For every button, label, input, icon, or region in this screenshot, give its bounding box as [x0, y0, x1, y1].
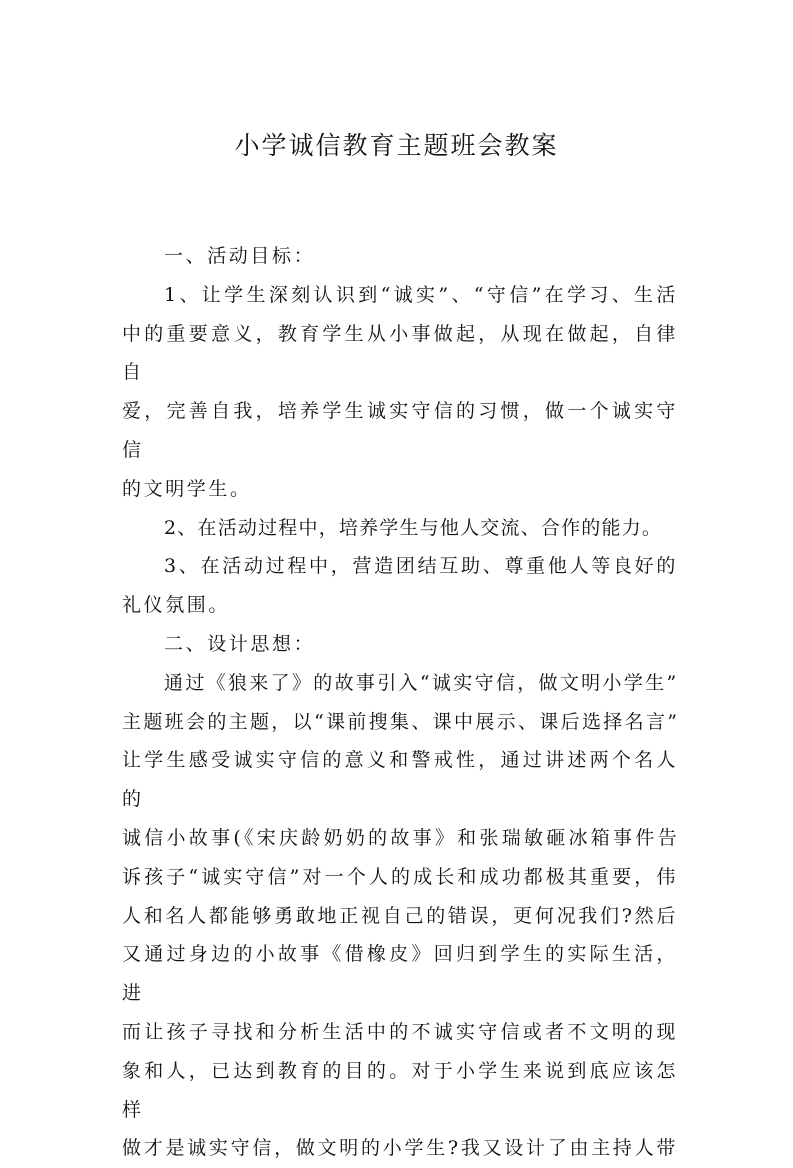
text-line: 让学生感受诚实守信的意义和警戒性，通过讲述两个名人的 — [122, 749, 678, 811]
document-title: 小学诚信教育主题班会教案 — [234, 131, 559, 160]
text-line: 主题班会的主题，以“课前搜集、课中展示、课后选择名言” — [122, 710, 678, 733]
goal-2-paragraph — [122, 509, 678, 548]
text-line: 又通过身边的小故事《借橡皮》回归到学生的实际生活，进 — [122, 943, 678, 1005]
text-line: 通过《狼来了》的故事引入“诚实守信，做文明小学生” — [164, 671, 678, 694]
text-line: 的文明学生。 — [122, 477, 252, 500]
text-line: 人和名人都能够勇敢地正视自己的错误，更何况我们?然后 — [122, 904, 678, 927]
text-line: 二、设计思想： — [164, 632, 316, 655]
text-line: 3、在活动过程中，营造团结互助、尊重他人等良好的 — [164, 555, 678, 578]
text-line: 诉孩子“诚实守信”对一个人的成长和成功都极其重要，伟 — [122, 865, 678, 888]
text-line: 爱，完善自我，培养学生诚实守信的习惯，做一个诚实守信 — [122, 400, 678, 461]
goal-3-paragraph — [122, 547, 678, 625]
heading-design-ideas — [122, 625, 678, 664]
text-line: 2、在活动过程中，培养学生与他人交流、合作的能力。 — [164, 516, 663, 539]
text-line: 诚信小故事(《宋庆龄奶奶的故事》和张瑞敏砸冰箱事件告 — [122, 826, 678, 849]
text-line: 象和人，已达到教育的目的。对于小学生来说到底应该怎样 — [122, 1059, 678, 1121]
text-line: 礼仪氛围。 — [122, 594, 231, 617]
document-body — [122, 237, 678, 1168]
text-line: 一、活动目标： — [164, 245, 316, 267]
text-line: 而让孩子寻找和分析生活中的不诚实守信或者不文明的现 — [122, 1020, 678, 1043]
text-line: 中的重要意义，教育学生从小事做起，从现在做起，自律自 — [122, 322, 678, 384]
heading-activity-goals — [122, 237, 678, 276]
goal-1-paragraph — [122, 276, 678, 509]
text-line: 做才是诚实守信，做文明的小学生?我又设计了由主持人带 — [122, 1137, 678, 1160]
design-ideas-paragraph — [122, 664, 678, 1168]
text-line: 1、让学生深刻认识到“诚实”、“守信”在学习、生活 — [164, 283, 678, 306]
